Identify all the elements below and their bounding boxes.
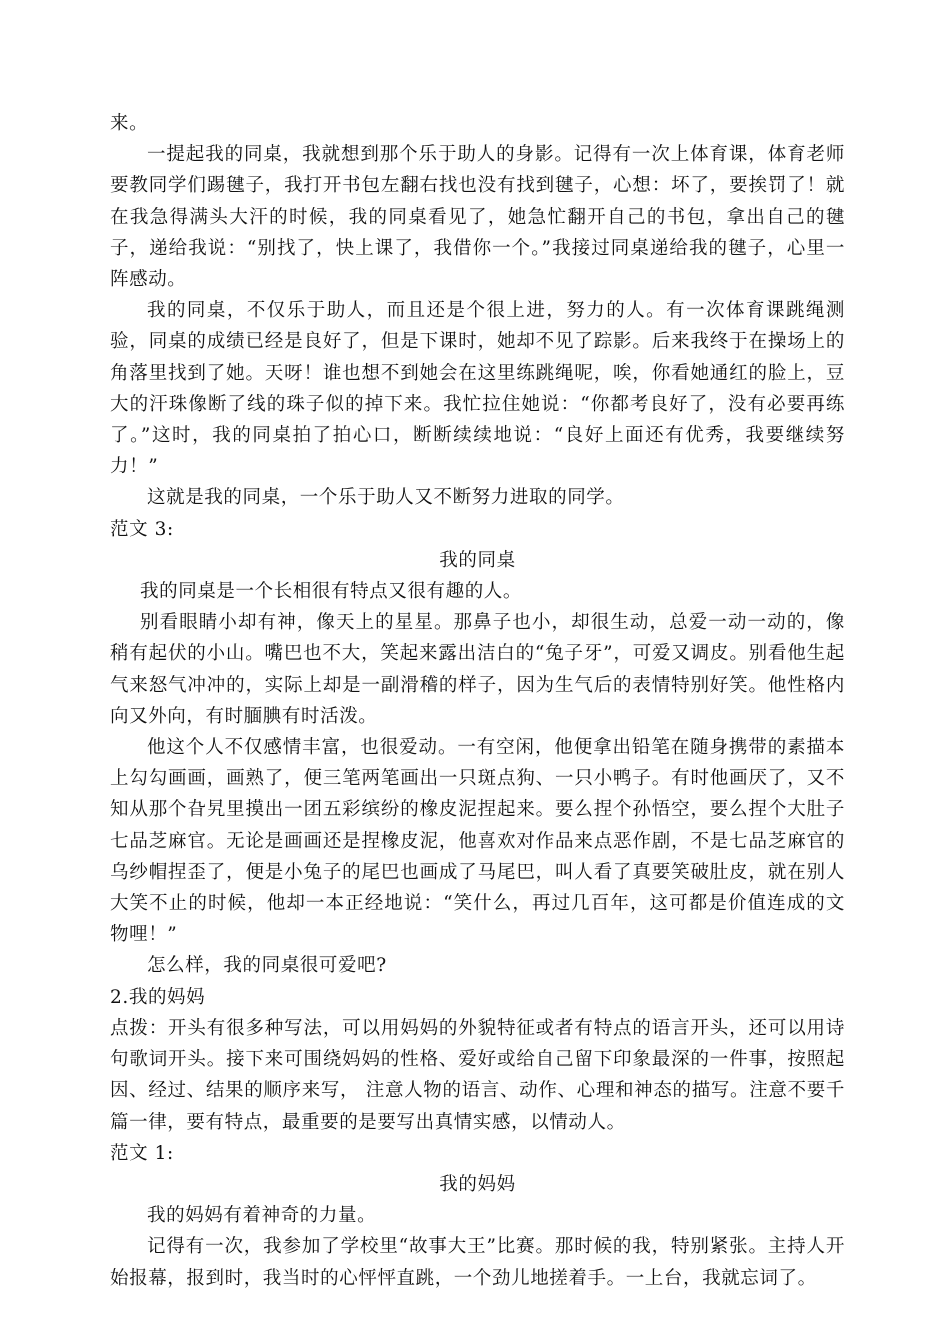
paragraph-mother-intro: 我的妈妈有着神奇的力量。 bbox=[147, 1205, 377, 1227]
document-page bbox=[110, 108, 845, 1294]
sample-label-3: 范文 3: bbox=[110, 518, 174, 540]
paragraph-appearance: 别看眼睛小却有神，像天上的星星。那鼻子也小，却很生动，总爱一动一动的，像稍有起伏的小山。嘴巴也不大，笑起来露出洁白的“兔子牙”，可爱又调皮。别看他生起气来怒气冲冲的，实际上却是一副滑稽的样子，因为生气后的表情特别好笑。他性格内向又外向，有时腼腆有时活泼。 bbox=[110, 612, 845, 727]
paragraph-closing: 怎么样，我的同桌很可爱吧? bbox=[147, 955, 387, 977]
paragraph-helpful-deskmate: 一提起我的同桌，我就想到那个乐于助人的身影。记得有一次上体育课，体育老师要教同学们踢毽子，我打开书包左翻右找也没有找到毽子，心想：坏了，要挨罚了！就在我急得满头大汗的时候，我的同桌看见了，她急忙翻开自己的书包，拿出自己的毽子，递给我说：“别找了，快上课了，我借你一个。”我接过同桌递给我的毽子，心里一阵感动。 bbox=[110, 144, 845, 291]
essay-title-mother: 我的妈妈 bbox=[439, 1173, 516, 1195]
sample-label-1: 范文 1: bbox=[110, 1142, 174, 1164]
paragraph-continuation: 来。 bbox=[110, 113, 149, 134]
paragraph-hobbies: 他这个人不仅感情丰富，也很爱动。一有空闲，他便拿出铅笔在随身携带的素描本上勾勾画画，画熟了，便三笔两笔画出一只斑点狗、一只小鸭子。有时他画厌了，又不知从那个旮旯里摸出一团五彩缤纷的橡皮泥捏起来。要么捏个孙悟空，要么捏个大肚子七品芝麻官。无论是画画还是捏橡皮泥，他喜欢对作品来点恶作剧，不是七品芝麻官的乌纱帽捏歪了，便是小兔子的尾巴也画成了马尾巴，叫人看了真要笑破肚皮，就在别人大笑不止的时候，他却一本正经地说：“笑什么，再过几百年，这可都是价值连成的文物哩！” bbox=[110, 737, 845, 946]
section-heading-mother: 2.我的妈妈 bbox=[110, 986, 206, 1008]
paragraph-hardworking-deskmate: 我的同桌，不仅乐于助人，而且还是个很上进，努力的人。有一次体育课跳绳测验，同桌的成绩已经是良好了，但是下课时，她却不见了踪影。后来我终于在操场上的角落里找到了她。天呀！谁也想不到她会在这里练跳绳呢，唉，你看她通红的脸上，豆大的汗珠像断了线的珠子似的掉下来。我忙拉住她说：“你都考良好了，没有必要再练了。”这时，我的同桌拍了拍心口，断断续续地说：“良好上面还有优秀，我要继续努力！” bbox=[110, 300, 845, 478]
paragraph-story-contest: 记得有一次，我参加了学校里“故事大王”比赛。那时候的我，特别紧张。主持人开始报幕，报到时，我当时的心怦怦直跳，一个劲儿地搓着手。一上台，我就忘词了。 bbox=[110, 1236, 845, 1289]
essay-title-deskmate: 我的同桌 bbox=[439, 549, 516, 571]
writing-tip: 点拨：开头有很多种写法，可以用妈妈的外貌特征或者有特点的语言开头，还可以用诗句歌词开头。接下来可围绕妈妈的性格、爱好或给自己留下印象最深的一件事，按照起因、经过、结果的顺序来写， 注意人物的语言、动作、心理和神态的描写。注意不要千篇一律，要有特点，最重要的是要写出真情实感，以情动人。 bbox=[110, 1017, 845, 1133]
paragraph-summary: 这就是我的同桌，一个乐于助人又不断努力进取的同学。 bbox=[147, 487, 625, 509]
paragraph-intro: 我的同桌是一个长相很有特点又很有趣的人。 bbox=[140, 581, 523, 603]
